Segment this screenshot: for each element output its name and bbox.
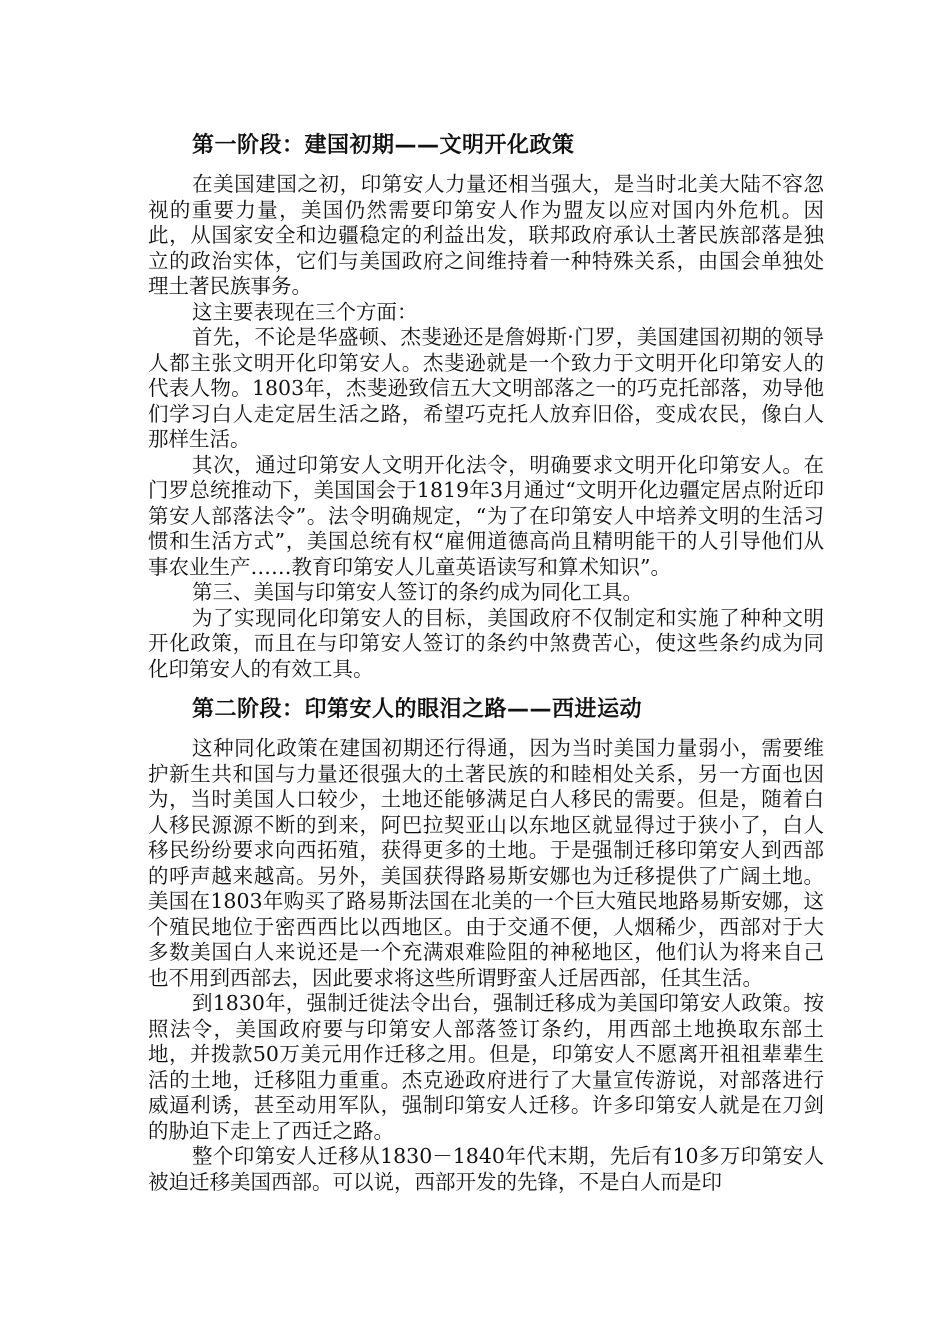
section-1-paragraph-2: 这主要表现在三个方面：	[192, 299, 418, 324]
section-1-paragraph-5: 第三、美国与印第安人签订的条约成为同化工具。	[192, 580, 643, 604]
section-2-paragraph-2: 到1830年，强制迁徙法令出台，强制迁移成为美国印第安人政策。按照法令，美国政府要与印第安人部落签订条约，用西部土地换取东部土地，并拨款50万美元用作迁移之用。但是，印第安人不愿离开祖祖辈辈生活的土地，迁移阻力重重。杰克逊政府进行了大量宣传游说，对部落进行威逼利诱，甚至动用军队，强制印第安人迁移。许多印第安人就是在刀剑的胁迫下走上了西迁之路。	[148, 991, 824, 1143]
document-page	[148, 126, 824, 1195]
section-1-paragraph-3: 首先，不论是华盛顿、杰斐逊还是詹姆斯·门罗，美国建国初期的领导人都主张文明开化印第安人。杰斐逊就是一个致力于文明开化印第安人的代表人物。1803年，杰斐逊致信五大文明部落之一的巧克托部落，劝导他们学习白人走定居生活之路，希望巧克托人放弃旧俗，变成农民，像白人那样生活。	[148, 325, 824, 451]
section-1-heading: 第一阶段：建国初期——文明开化政策	[192, 133, 575, 158]
section-1-paragraph-1: 在美国建国之初，印第安人力量还相当强大，是当时北美大陆不容忽视的重要力量，美国仍然需要印第安人作为盟友以应对国内外危机。因此，从国家安全和边疆稳定的利益出发，联邦政府承认土著民族部落是独立的政治实体，它们与美国政府之间维持着一种特殊关系，由国会单独处理土著民族事务。	[148, 172, 824, 298]
section-1-paragraph-6: 为了实现同化印第安人的目标，美国政府不仅制定和实施了种种文明开化政策，而且在与印第安人签订的条约中煞费苦心，使这些条约成为同化印第安人的有效工具。	[148, 605, 824, 681]
section-1-paragraph-4: 其次，通过印第安人文明开化法令，明确要求文明开化印第安人。在门罗总统推动下，美国国会于1819年3月通过“文明开化边疆定居点附近印第安人部落法令”。法令明确规定，“为了在印第安人中培养文明的生活习惯和生活方式”，美国总统有权“雇佣道德高尚且精明能干的人引导他们从事农业生产……教育印第安人儿童英语读写和算术知识”。	[148, 452, 824, 579]
section-2-heading: 第二阶段：印第安人的眼泪之路——西进运动	[192, 697, 643, 722]
section-2-paragraph-3: 整个印第安人迁移从1830－1840年代末期，先后有10多万印第安人被迫迁移美国西部。可以说，西部开发的先锋，不是白人而是印	[148, 1144, 824, 1194]
section-2-paragraph-1: 这种同化政策在建国初期还行得通，因为当时美国力量弱小，需要维护新生共和国与力量还很强大的土著民族的和睦相处关系，另一方面也因为，当时美国人口较少，土地还能够满足白人移民的需要。但是，随着白人移民源源不断的到来，阿巴拉契亚山以东地区就显得过于狭小了，白人移民纷纷要求向西拓殖，获得更多的土地。于是强制迁移印第安人到西部的呼声越来越高。另外，美国获得路易斯安娜也为迁移提供了广阔土地。美国在1803年购买了路易斯法国在北美的一个巨大殖民地路易斯安娜，这个殖民地位于密西西比以西地区。由于交通不便，人烟稀少，西部对于大多数美国白人来说还是一个充满艰难险阻的神秘地区，他们认为将来自己也不用到西部去，因此要求将这些所谓野蛮人迁居西部，任其生活。	[148, 736, 824, 990]
